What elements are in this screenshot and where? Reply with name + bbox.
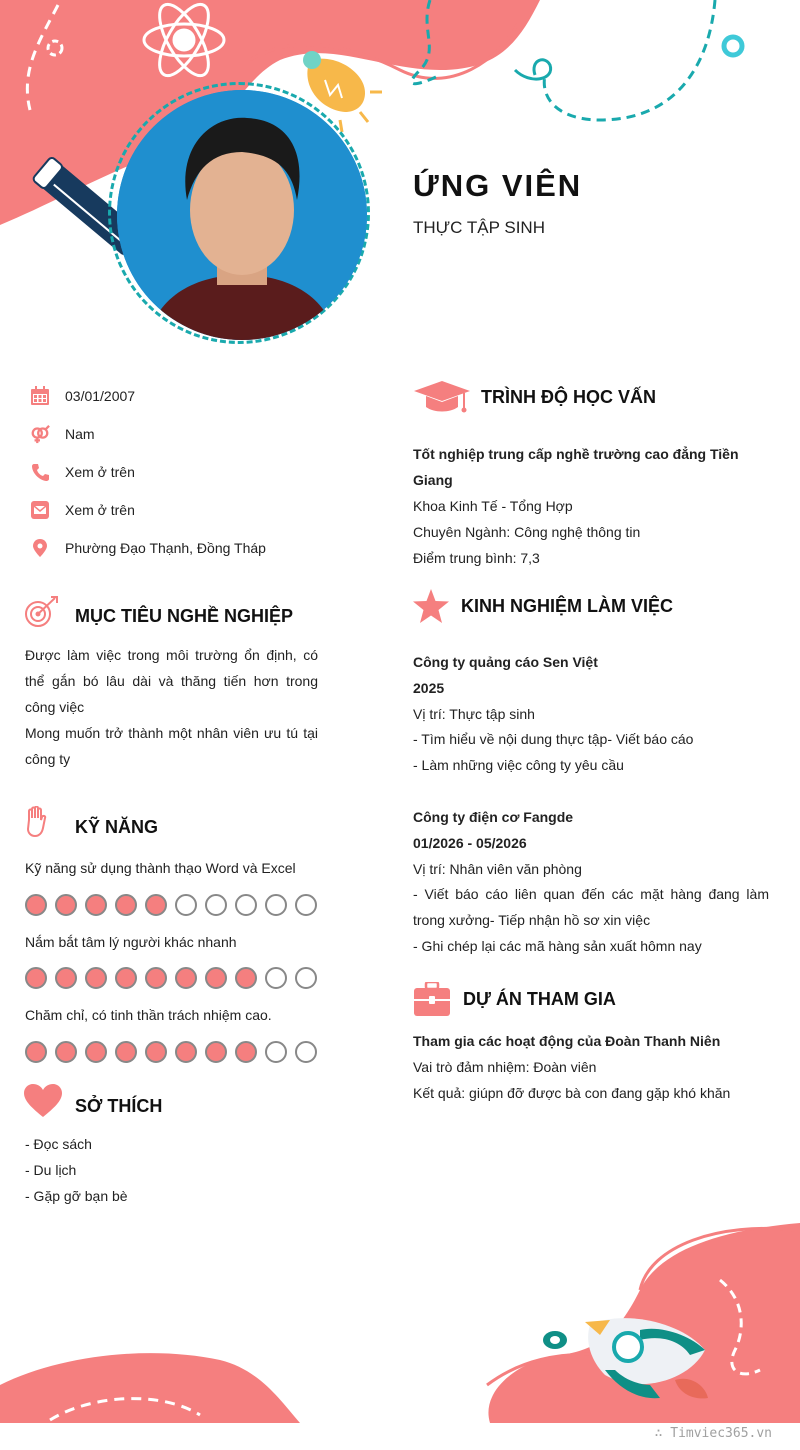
job-line: - Làm những việc công ty yêu cầu [413,757,624,774]
education-text [413,441,769,571]
email-row [30,498,135,522]
address-value: Phường Đạo Thạnh, Đồng Tháp [65,540,266,556]
avatar [117,90,367,340]
rating-dot-filled [25,967,47,989]
candidate-name: ỨNG VIÊN [413,168,583,203]
education-line: Điểm trung bình: 7,3 [413,550,540,566]
skills-title: KỸ NĂNG [75,817,159,837]
projects-text [413,1028,769,1106]
rating-dot-filled [55,967,77,989]
rating-dot-filled [25,894,47,916]
job-line: - Viết báo cáo liên quan đến các mặt hàng đang làm trong xưởng- Tiếp nhận hồ sơ xin việc [413,886,769,929]
experience-title: KINH NGHIỆM LÀM VIỆC [461,596,674,616]
email-value: Xem ở trên [65,502,135,518]
rating-dot-empty [265,894,287,916]
gender-row [30,422,95,446]
rating-dot-empty [295,894,317,916]
candidate-role: THỰC TẬP SINH [413,218,545,237]
education-line: Khoa Kinh Tế - Tổng Hợp [413,498,573,514]
hobbies-title: SỞ THÍCH [75,1096,163,1116]
rating-dot-filled [115,967,137,989]
rating-dot-filled [55,1041,77,1063]
rating-dot-filled [25,1041,47,1063]
phone-value: Xem ở trên [65,464,135,480]
rating-dot-empty [265,967,287,989]
rating-dot-filled [175,967,197,989]
hobby-item: - Đọc sách [25,1136,92,1152]
rating-dot-empty [295,1041,317,1063]
rating-dot-filled [145,894,167,916]
rating-dot-filled [145,1041,167,1063]
rating-dot-filled [235,967,257,989]
rating-dot-empty [295,967,317,989]
calendar-icon [30,386,50,406]
email-icon [30,500,50,520]
phone-row [30,460,135,484]
watermark-text: Timviec365.vn [670,1426,772,1441]
rating-dot-filled [85,894,107,916]
project-line: Vai trò đảm nhiệm: Đoàn viên [413,1059,597,1075]
skill-label: Kỹ năng sử dụng thành thạo Word và Excel [25,860,296,876]
objective-title: MỤC TIÊU NGHỀ NGHIỆP [75,606,294,626]
projects-title: DỰ ÁN THAM GIA [463,989,616,1009]
education-line: Chuyên Ngành: Công nghệ thông tin [413,524,641,540]
education-title: TRÌNH ĐỘ HỌC VẤN [481,387,656,407]
skill-label: Chăm chỉ, có tinh thần trách nhiệm cao. [25,1007,272,1023]
watermark: ∴ Timviec365.vn [654,1426,772,1441]
star-icon [413,589,449,628]
rating-dot-filled [205,967,227,989]
project-line: Kết quả: giúpn đỡ được bà con đang gặp khó khăn [413,1085,731,1101]
skill-rating [25,1041,317,1063]
project-name: Tham gia các hoạt động của Đoàn Thanh Niên [413,1033,721,1049]
rating-dot-filled [235,1041,257,1063]
hobby-item: - Du lịch [25,1162,77,1178]
job-line: Vị trí: Nhân viên văn phòng [413,860,582,877]
graduation-cap-icon [414,381,470,420]
rating-dot-empty [265,1041,287,1063]
phone-icon [30,462,50,482]
dob-value: 03/01/2007 [65,388,136,404]
rating-dot-filled [85,967,107,989]
rating-dot-filled [205,1041,227,1063]
hand-icon [25,806,47,843]
education-school: Tốt nghiệp trung cấp nghề trường cao đẳng Tiền Giang [413,446,739,488]
gender-icon [30,424,50,444]
hobby-list [25,1131,128,1209]
job-line: Vị trí: Thực tập sinh [413,705,535,722]
skill-rating [25,894,317,916]
rating-dot-filled [175,1041,197,1063]
rating-dot-empty [175,894,197,916]
rating-dot-filled [55,894,77,916]
dob-row [30,384,135,408]
hobby-item: - Gặp gỡ bạn bè [25,1188,128,1204]
rating-dot-filled [115,894,137,916]
rating-dot-empty [205,894,227,916]
rating-dot-empty [235,894,257,916]
rating-dot-filled [145,967,167,989]
address-row [30,536,266,560]
objective-line: Được làm việc trong môi trường ổn định, có thể gắn bó lâu dài và thăng tiến hơn trong công việc [25,647,318,715]
job-period: 01/2026 - 05/2026 [413,834,527,851]
gender-value: Nam [65,426,95,442]
location-pin-icon [30,538,50,558]
job-line: - Tìm hiểu về nội dung thực tập- Viết báo cáo [413,731,694,748]
objective-text [25,642,318,772]
rating-dot-filled [115,1041,137,1063]
job-company: Công ty quảng cáo Sen Việt [413,654,598,670]
job-company: Công ty điện cơ Fangde [413,808,574,825]
objective-line: Mong muốn trở thành một nhân viên ưu tú tại công ty [25,725,318,767]
job-period: 2025 [413,679,445,696]
rating-dot-filled [85,1041,107,1063]
heart-icon [24,1084,62,1123]
skill-rating [25,967,317,989]
job-line: - Ghi chép lại các mã hàng sản xuất hômn nay [413,937,702,954]
briefcase-icon [414,982,450,1021]
experience-text [413,650,769,960]
target-icon [24,596,58,633]
skill-label: Nắm bắt tâm lý người khác nhanh [25,934,237,950]
